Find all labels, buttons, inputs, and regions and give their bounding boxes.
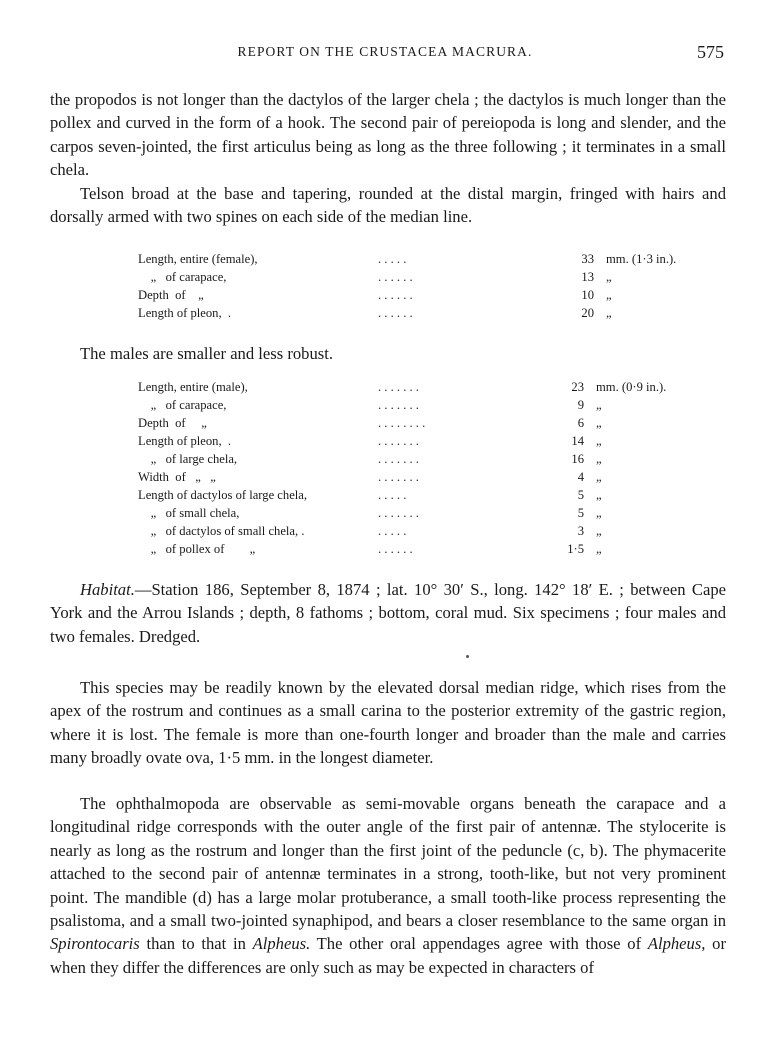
measurement-value: 14: [571, 434, 584, 448]
measurement-unit: „: [596, 506, 602, 520]
leader-dots: . . . . .: [378, 524, 407, 538]
measurement-unit: „: [596, 434, 602, 448]
measurement-value: 23: [571, 380, 584, 394]
measurement-row: [138, 450, 666, 468]
measurement-unit: mm. (1·3 in.).: [606, 252, 677, 266]
paragraph-telson: Telson broad at the base and tapering, rounded at the distal margin, fringed with hairs and dorsally armed with two spines on each side of the median line.: [50, 184, 726, 227]
paragraph-diagnosis: This species may be readily known by the elevated dorsal median ridge, which rises from the apex of the rostrum and continues as a small carina to the posterior extremity of the gastric region, where it is lost. The female is more than one-fourth longer and broader than the male and carries many broadly ovate ova, 1·5 mm. in the longest diameter.: [50, 678, 726, 768]
measurement-row: [138, 504, 666, 522]
leader-dots: . . . . .: [378, 488, 407, 502]
female-measurements-body: [138, 250, 676, 322]
measurement-row: [138, 378, 666, 396]
measurement-row: [138, 286, 676, 304]
genus-spirontocaris: Spirontocaris: [50, 934, 140, 954]
measurement-row: [138, 468, 666, 486]
leader-dots: . . . . . . .: [378, 434, 419, 448]
measurement-row: [138, 250, 676, 268]
measurement-label: Depth of „: [138, 288, 204, 302]
measurement-unit: „: [606, 270, 612, 284]
measurement-label: Depth of „: [138, 416, 207, 430]
measurement-value: 9: [577, 398, 584, 412]
measurement-label: Length, entire (male),: [138, 380, 248, 394]
female-measurements-table: [138, 250, 676, 322]
measurement-label: Length, entire (female),: [138, 252, 258, 266]
leader-dots: . . . . . .: [378, 542, 413, 556]
male-measurements-table: [138, 378, 666, 558]
measurement-unit: „: [596, 416, 602, 430]
measurement-unit: „: [596, 488, 602, 502]
measurement-value: 1·5: [567, 542, 584, 556]
appendages-text-a: The ophthalmopoda are observable as semi-movable organs beneath the carapace and a longitudinal ridge corresponds with the outer angle of the first pair of antennæ. The stylocerite is nearly as long as the rostrum and longer than the first joint of the peduncle (c, b). The phymacerite attached to the second pair of antennæ terminates in a strong, tooth-like, but not very prominent point. The mandible (d) has a large molar protuberance, a small tooth-like process representing the psalistoma, and a small two-jointed synaphipod, and bears a closer resemblance to the same organ in: [50, 794, 726, 931]
measurement-value: 20: [581, 306, 594, 320]
measurement-value: 10: [581, 288, 594, 302]
measurement-value: 5: [577, 488, 584, 502]
habitat-text: —Station 186, September 8, 1874 ; lat. 10° 30′ S., long. 142° 18′ E. ; between Cape York and the Arrou Islands ; depth, 8 fathoms ; bottom, coral mud. Six specimens ; four males and two females. Dredged.: [50, 580, 726, 646]
measurement-unit: „: [596, 452, 602, 466]
paragraph-appendages: [50, 792, 726, 979]
measurement-row: [138, 414, 666, 432]
measurement-unit: „: [606, 288, 612, 302]
measurement-value: 6: [577, 416, 584, 430]
leader-dots: . . . . . .: [378, 288, 413, 302]
measurement-unit: „: [596, 398, 602, 412]
paragraph-habitat: [50, 578, 726, 648]
measurement-label: „ of dactylos of small chela, .: [138, 524, 305, 538]
measurement-label: Length of pleon, .: [138, 306, 232, 320]
paragraph-pereiopoda: the propodos is not longer than the dactylos of the larger chela ; the dactylos is much longer than the pollex and curved in the form of a hook. The second pair of pereiopoda is long and slender, and the carpos seven-jointed, the first articulus being as long as the three following ; it terminates in a small chela.: [50, 90, 726, 180]
measurement-label: „ of large chela,: [138, 452, 238, 466]
leader-dots: . . . . . .: [378, 306, 413, 320]
measurement-label: „ of carapace,: [138, 270, 227, 284]
measurement-label: Width of „ „: [138, 470, 216, 484]
leader-dots: . . . . .: [378, 252, 407, 266]
measurement-row: [138, 486, 666, 504]
genus-alpheus-2: Alpheus,: [647, 934, 706, 954]
appendages-text-c: The other oral appendages agree with those of: [310, 934, 648, 954]
measurement-value: 13: [581, 270, 594, 284]
measurement-row: [138, 522, 666, 540]
appendages-text-d: or when they differ the differences are only such as may be expected in characters of: [50, 934, 726, 977]
measurement-unit: mm. (0·9 in.).: [596, 380, 667, 394]
measurement-row: [138, 540, 666, 558]
measurement-unit: „: [596, 524, 602, 538]
measurement-row: [138, 304, 676, 322]
measurement-value: 4: [577, 470, 584, 484]
genus-alpheus-1: Alpheus.: [252, 934, 311, 954]
measurement-value: 5: [577, 506, 584, 520]
male-measurements-body: [138, 378, 666, 558]
leader-dots: . . . . . .: [378, 270, 413, 284]
leader-dots: . . . . . . .: [378, 398, 419, 412]
page-number: 575: [697, 42, 724, 62]
leader-dots: . . . . . . .: [378, 506, 419, 520]
measurement-label: „ of small chela,: [138, 506, 240, 520]
appendages-text-b: than to that in: [139, 934, 253, 954]
measurement-unit: „: [606, 306, 612, 320]
measurement-unit: „: [596, 542, 602, 556]
measurement-value: 16: [571, 452, 584, 466]
running-head: [0, 42, 776, 66]
measurement-label: Length of pleon, .: [138, 434, 232, 448]
measurement-label: „ of carapace,: [138, 398, 227, 412]
measurement-row: [138, 432, 666, 450]
measurement-value: 3: [577, 524, 584, 538]
measurement-unit: „: [596, 470, 602, 484]
leader-dots: . . . . . . . .: [378, 416, 426, 430]
leader-dots: . . . . . . .: [378, 452, 419, 466]
measurement-row: [138, 268, 676, 286]
measurement-value: 33: [581, 252, 594, 266]
stray-print-mark: [466, 655, 469, 658]
measurement-row: [138, 396, 666, 414]
leader-dots: . . . . . . .: [378, 470, 419, 484]
habitat-label: Habitat.: [80, 580, 135, 599]
measurement-label: Length of dactylos of large chela,: [138, 488, 308, 502]
leader-dots: . . . . . . .: [378, 380, 419, 394]
running-title: REPORT ON THE CRUSTACEA MACRURA.: [237, 44, 533, 59]
measurement-label: „ of pollex of „: [138, 542, 256, 556]
males-intro: The males are smaller and less robust.: [80, 344, 333, 363]
